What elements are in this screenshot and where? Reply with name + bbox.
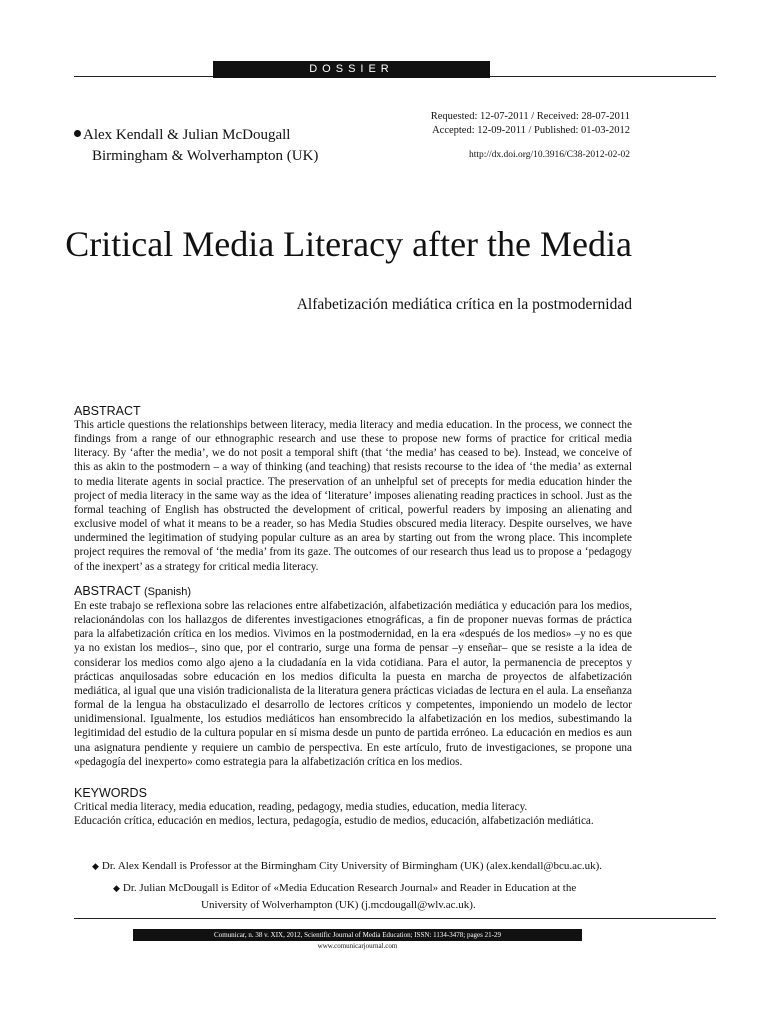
abstract-spanish-heading-main: ABSTRACT — [74, 584, 141, 598]
keywords-section — [74, 786, 632, 828]
abstract-heading: ABSTRACT — [74, 404, 141, 418]
abstract-spanish-heading-sub: (Spanish) — [143, 586, 192, 598]
keywords-english: Critical media literacy, media education, reading, pedagogy, media studies, education, media literacy. — [74, 801, 528, 813]
author-affiliation: Birmingham & Wolverhampton (UK) — [92, 148, 319, 164]
author-block — [74, 125, 318, 167]
diamond-icon: ◆ — [92, 861, 99, 871]
author-bio-1 — [92, 858, 602, 875]
dates-line-2: Accepted: 12-09-2011 / Published: 01-03-2012 — [432, 125, 630, 136]
keywords-spanish: Educación crítica, educación en medios, lectura, pedagogía, estudio de medios, educación, alfabetización mediática. — [74, 815, 594, 827]
author-names: Alex Kendall & Julian McDougall — [83, 127, 291, 143]
author-bio-2 — [113, 880, 613, 914]
abstract-spanish-heading — [74, 584, 632, 599]
journal-citation: Comunicar, n. 38 v. XIX, 2012, Scientific Journal of Media Education; ISSN: 1134-3478; pages 21-29 — [133, 929, 582, 941]
bio-2-text-line-2: University of Wolverhampton (UK) (j.mcdougall@wlv.ac.uk). — [201, 899, 476, 911]
doi-link[interactable]: http://dx.doi.org/10.3916/C38-2012-02-02 — [468, 150, 630, 160]
abstract-text: This article questions the relationships between literacy, media literacy and media education. In the process, we connect the findings from a range of our ethnographic research and use these to propose new forms of practice for critical media literacy. By ‘after the media’, we do not posit a temporal shift (that ‘the media’ has ceased to be). Instead, we conceive of this as akin to the postmodern – a way of thinking (and teaching) that resists recourse to the idea of ‘the media’ as external to media literate agents in social practice. The preservation of an unhelpful set of precepts for media education hinder the project of media literacy in the same way as the idea of ‘literature’ imposes alienating reading practices in school. Just as the formal teaching of English has obstructed the development of critical, powerful readers by imposing an alienating and exclusive model of what it means to be a reader, so has Media Studies obscured media literacy. Despite ourselves, we have undermined the legitimation of studying popular culture as an area by starting out from the wrong place. This incomplete project requires the removal of ‘the media’ from its gaze. The outcomes of our research thus lead us to propose a ‘pedagogy of the inexpert’ as a strategy for critical media literacy. — [74, 419, 632, 573]
abstract-spanish-text: En este trabajo se reflexiona sobre las relaciones entre alfabetización, alfabetización mediática y educación para los medios, relacionándolas con los hallazgos de diferentes investigaciones etnográficas, a fin de proponer nuevas formas de práctica para la alfabetización crítica en los medios. Vivimos en la postmodernidad, en la era «después de los medios» –y no es que ya no existan los medios–, sino que, por el contrario, surge una forma de pensar –y enseñar– que se resiste a la idea de considerar los medios como algo ajeno a la ciudadanía en la vida cotidiana. Para el autor, la permanencia de preceptos y prácticas anquilosadas sobre educación en los medios dificulta la puesta en marcha de proyectos de alfabetización mediática, al igual que una visión tradicionalista de la literatura genera prácticas viciadas de lectura en el aula. La enseñanza formal de la lengua ha obstaculizado el desarrollo de lectores críticos y competentes, imponiendo un modelo de lector unidimensional. Igualmente, los estudios mediáticos han ensombrecido la alfabetización en los medios, subestimando la legitimidad del estudio de la cultura popular en sí misma desde un punto de partida erróneo. La educación en medios es aun una asignatura pendiente y requiere un cambio de perspectiva. En este artículo, fruto de investigaciones, se propone una «pedagogía del inexperto» como estrategia para la alfabetización crítica en los medios. — [74, 600, 632, 768]
bio-2-text-line-1: Dr. Julian McDougall is Editor of «Media Education Research Journal» and Reader in Education at the — [122, 882, 577, 894]
section-label: DOSSIER — [213, 61, 490, 78]
diamond-icon: ◆ — [113, 883, 120, 893]
paper-subtitle: Alfabetización mediática crítica en la postmodernidad — [296, 296, 632, 313]
keywords-heading: KEYWORDS — [74, 786, 147, 800]
dates-line-1: Requested: 12-07-2011 / Received: 28-07-2011 — [430, 111, 630, 122]
submission-dates — [431, 110, 630, 138]
bullet-icon — [74, 130, 81, 137]
abstract-spanish — [74, 584, 632, 769]
paper-title: Critical Media Literacy after the Media — [65, 224, 632, 264]
abstract-english — [74, 404, 632, 574]
journal-url[interactable]: www.comunicarjournal.com — [317, 942, 398, 950]
bio-1-text: Dr. Alex Kendall is Professor at the Birmingham City University of Birmingham (UK) (alex.kendall@bcu.ac.uk). — [101, 860, 603, 872]
footer-rule — [74, 918, 716, 919]
